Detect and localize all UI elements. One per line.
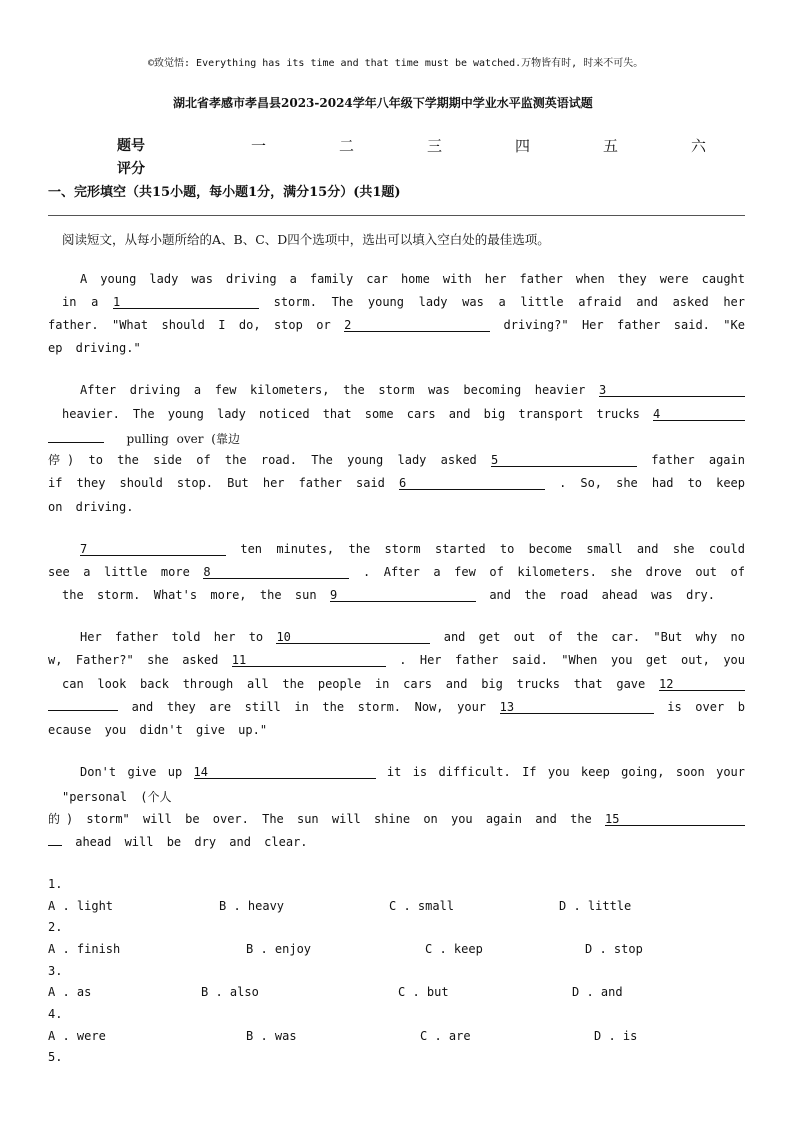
score-table-score-label: 评分 xyxy=(117,161,145,177)
passage-line: "personal (个人 xyxy=(62,790,172,804)
blank-14[interactable]: 14 xyxy=(194,766,376,779)
blank-4-continued xyxy=(48,442,104,443)
blank-10[interactable]: 10 xyxy=(276,631,430,644)
passage-line: ecause you didn't give up." xyxy=(48,723,268,737)
passage-line: if they should stop. But her father said 6 . So, she had to keep xyxy=(48,476,745,490)
blank-5[interactable]: 5 xyxy=(491,454,637,467)
passage-line: pulling over (靠边 xyxy=(48,430,240,447)
question-2-option-c[interactable]: C . keep xyxy=(425,942,483,956)
passage-line: can look back through all the people in cars and big trucks that gave 12 xyxy=(48,677,745,691)
blank-15[interactable]: 15 xyxy=(605,813,745,826)
passage-line: 停) to the side of the road. The young lady asked 5 father again xyxy=(48,453,745,467)
blank-9[interactable]: 9 xyxy=(330,589,476,602)
blank-6[interactable]: 6 xyxy=(399,477,545,490)
question-3-option-c[interactable]: C . but xyxy=(398,985,449,999)
motto: ©致觉悟: Everything has its time and that time must be watched.万物皆有时, 时来不可失。 xyxy=(148,58,644,69)
question-number: 4. xyxy=(48,1007,63,1021)
passage-line: 7 ten minutes, the storm started to become small and she could xyxy=(80,542,745,556)
blank-15-continued xyxy=(48,845,62,846)
passage-line: father. "What should I do, stop or 2 driving?" Her father said. "Ke xyxy=(48,318,745,332)
passage-line: A young lady was driving a family car home with her father when they were caught xyxy=(80,272,745,286)
question-1-option-b[interactable]: B . heavy xyxy=(219,899,285,913)
question-2-option-a[interactable]: A . finish xyxy=(48,942,121,956)
passage-line: ep driving." xyxy=(48,341,141,355)
question-number: 3. xyxy=(48,964,63,978)
passage-line: 的) storm" will be over. The sun will shine on you again and the 15 xyxy=(48,812,745,826)
question-3-option-b[interactable]: B . also xyxy=(201,985,259,999)
question-number: 1. xyxy=(48,877,63,891)
score-table-col-6: 六 xyxy=(691,137,707,155)
blank-11[interactable]: 11 xyxy=(232,654,386,667)
score-table-col-4: 四 xyxy=(515,137,531,155)
passage-line: and they are still in the storm. Now, your 13 is over b xyxy=(48,700,745,714)
question-3-option-a[interactable]: A . as xyxy=(48,985,92,999)
score-table-col-5: 五 xyxy=(603,137,619,155)
score-table-col-2: 二 xyxy=(339,137,355,155)
instructions: 阅读短文，从每小题所给的A、B、C、D四个选项中，选出可以填入空白处的最佳选项。 xyxy=(62,232,550,247)
section-divider xyxy=(48,215,745,216)
passage-line: Don't give up 14 it is difficult. If you keep going, soon your xyxy=(80,765,745,779)
passage-line: the storm. What's more, the sun 9 and the road ahead was dry. xyxy=(62,588,715,602)
question-1-option-a[interactable]: A . light xyxy=(48,899,114,913)
question-number: 2. xyxy=(48,920,63,934)
blank-12[interactable]: 12 xyxy=(659,678,745,691)
question-4-option-b[interactable]: B . was xyxy=(246,1029,297,1043)
passage-line: on driving. xyxy=(48,500,134,514)
passage-line: ahead will be dry and clear. xyxy=(48,835,308,849)
passage-line: heavier. The young lady noticed that some cars and big transport trucks 4 xyxy=(48,407,745,421)
score-table-question-label: 题号 xyxy=(117,138,145,154)
score-table-col-3: 三 xyxy=(427,137,443,155)
blank-7[interactable]: 7 xyxy=(80,543,226,556)
question-1-option-c[interactable]: C . small xyxy=(389,899,455,913)
passage-line: w, Father?" she asked 11 . Her father said. "When you get out, you xyxy=(48,653,745,667)
question-2-option-d[interactable]: D . stop xyxy=(585,942,643,956)
question-3-option-d[interactable]: D . and xyxy=(572,985,623,999)
passage-line: After driving a few kilometers, the storm was becoming heavier 3 xyxy=(48,383,745,397)
blank-13[interactable]: 13 xyxy=(500,701,654,714)
passage-line: see a little more 8 . After a few of kilometers. she drove out of xyxy=(48,565,745,579)
blank-12-continued xyxy=(48,710,118,711)
blank-1[interactable]: 1 xyxy=(113,296,259,309)
question-1-option-d[interactable]: D . little xyxy=(559,899,632,913)
question-2-option-b[interactable]: B . enjoy xyxy=(246,942,312,956)
question-4-option-a[interactable]: A . were xyxy=(48,1029,106,1043)
question-number: 5. xyxy=(48,1050,63,1064)
score-table-col-1: 一 xyxy=(251,137,267,155)
question-4-option-d[interactable]: D . is xyxy=(594,1029,638,1043)
question-4-option-c[interactable]: C . are xyxy=(420,1029,471,1043)
passage-line: Her father told her to 10 and get out of the car. "But why no xyxy=(80,630,745,644)
blank-4[interactable]: 4 xyxy=(653,408,745,421)
exam-title: 湖北省孝感市孝昌县2023-2024学年八年级下学期期中学业水平监测英语试题 xyxy=(173,96,593,110)
blank-8[interactable]: 8 xyxy=(203,566,349,579)
passage-line: in a 1 storm. The young lady was a little afraid and asked her xyxy=(62,295,745,309)
blank-3[interactable]: 3 xyxy=(599,384,745,397)
section1-heading: 一、完形填空（共15小题，每小题1分，满分15分）(共1题) xyxy=(48,185,401,200)
blank-2[interactable]: 2 xyxy=(344,319,490,332)
